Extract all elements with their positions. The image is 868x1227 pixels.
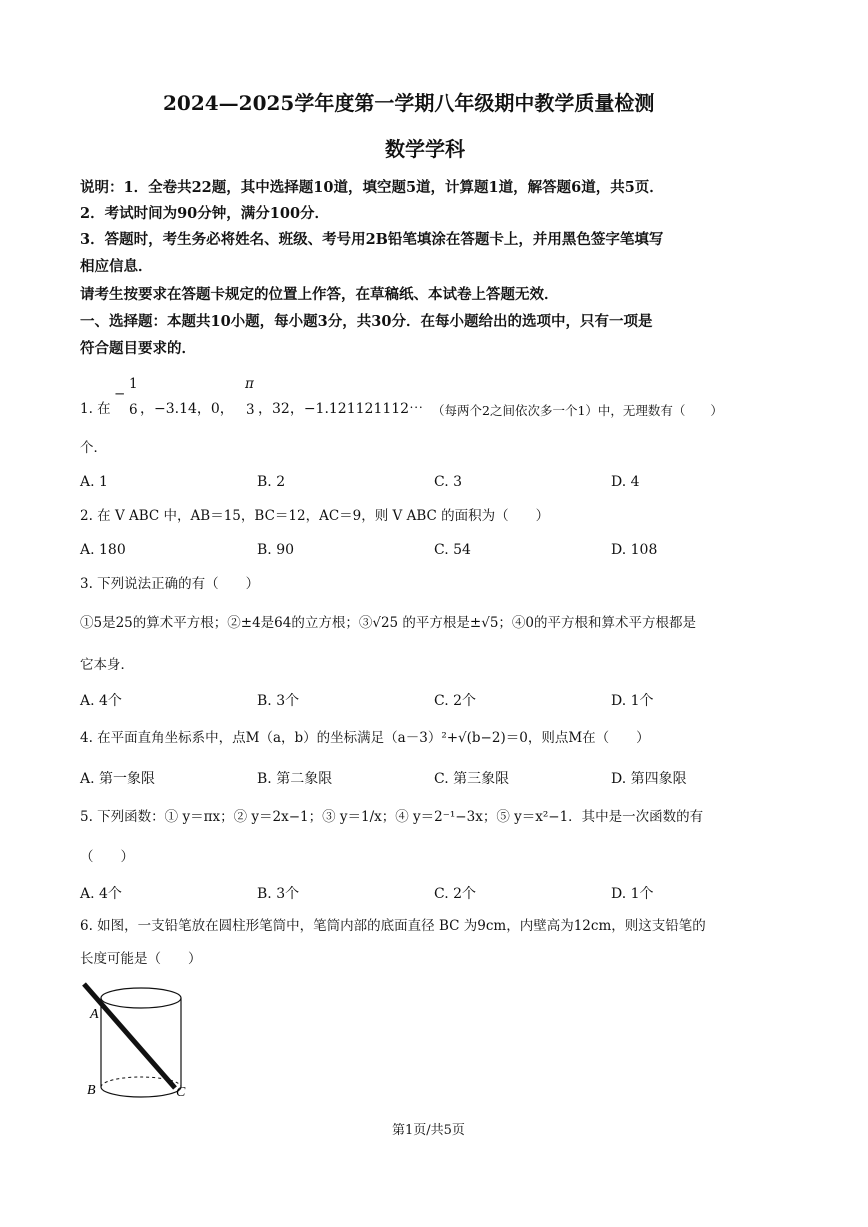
- q4-option-c[interactable]: C. 第三象限: [434, 771, 510, 787]
- q5-option-d[interactable]: D. 1个: [611, 886, 654, 902]
- q1-option-a[interactable]: A. 1: [80, 474, 108, 490]
- note-line-4: 相应信息．: [80, 258, 153, 275]
- question-5: 5. 下列函数：① y＝πx；② y＝2x−1；③ y＝1/x；④ y＝2⁻¹−3x；⑤ y＝x²−1．其中是一次函数的有: [80, 809, 704, 825]
- q3-statement-2: 它本身．: [80, 657, 134, 673]
- q4-option-a[interactable]: A. 第一象限: [80, 771, 156, 787]
- q5-option-c[interactable]: C. 2个: [434, 886, 477, 902]
- subject-title: 数学学科: [385, 137, 465, 161]
- cylinder-top-ellipse: [101, 988, 181, 1008]
- question-3: 3. 下列说法正确的有（ ）: [80, 576, 260, 592]
- q5-bracket: （ ）: [80, 849, 134, 865]
- q1-frac2-num: π: [245, 376, 254, 392]
- q1-lead: 1. 在: [80, 401, 111, 417]
- q1-option-c[interactable]: C. 3: [434, 474, 463, 490]
- note-line-3: 3．答题时，考生务必将姓名、班级、考号用2B铅笔填涂在答题卡上，并用黑色签字笔填写: [80, 231, 664, 248]
- q3-option-c[interactable]: C. 2个: [434, 693, 477, 709]
- q1-note: （每两个2之间依次多一个1）中，无理数有（ ）: [432, 403, 723, 418]
- q2-option-d[interactable]: D. 108: [611, 542, 658, 558]
- label-c: C: [176, 1085, 186, 1100]
- question-4: 4. 在平面直角坐标系中，点M（a，b）的坐标满足（a－3）²+√(b−2)＝0，则点M在（ ）: [80, 730, 650, 746]
- q5-option-b[interactable]: B. 3个: [257, 886, 300, 902]
- q3-option-b[interactable]: B. 3个: [257, 693, 300, 709]
- q1-frac1-den: 6: [129, 402, 138, 418]
- exam-page: 2024—2025学年度第一学期八年级期中教学质量检测 数学学科 说明：1．全卷共22题，其中选择题10道，填空题5道，计算题1道，解答题6道，共5页． 2．考试时间为90分钟，满分100分． 3．答题时，考生务必将姓名、班级、考号用2B铅笔填涂在答题卡上，并用黑色签字笔填写 相应信息． 请考生按要求在答题卡规定的位置上作答，在草稿纸、本试卷上答题无效． 一、选择题：本题共10小题，每小题3分，共30分．在每小题给出的选项中，只有一项是 符合题目要求的． 1. 在 − 1 6 ，−3.14，0， π 3 ，32，−1.121121112⋯ （每两个2之间依次多一个1）中，无理数有（ ） 个． A. 1 B. 2 C. 3 D. 4 2. 在 V ABC 中，AB＝15，BC＝12，AC＝9，则 V ABC 的面积为（ ） A. 180 B. 90 C. 54 D. 108 3. 下列说法正确的有（ ） ①5是25的算术平方根；②±4是64的立方根；③√25 的平方根是±√5；④0的平方根和算术平方根都是 它本身． A. 4个 B. 3个 C. 2个 D. 1个 4. 在平面直角坐标系中，点M（a，b）的坐标满足（a－3）²+√(b−2)＝0，则点M在（ ） A. 第一象限 B. 第二象限 C. 第三象限 D. 第四象限 5. 下列函数：① y＝πx；② y＝2x−1；③ y＝1/x；④ y＝2⁻¹−3x；⑤ y＝x²−1．其中是一次函数的有 （ ） A. 4个 B. 3个 C. 2个 D. 1个 6. 如图，一支铅笔放在圆柱形笔筒中，笔筒内部的底面直径 BC 为9cm，内壁高为12cm，则这支铅笔的 长度可能是（ ） A B C 第1页/共5页: [80, 91, 723, 1138]
- label-b: B: [87, 1083, 96, 1098]
- q2-option-c[interactable]: C. 54: [434, 542, 471, 558]
- q3-option-d[interactable]: D. 1个: [611, 693, 654, 709]
- q1-frac1-num: 1: [129, 376, 138, 392]
- page-footer: 第1页/共5页: [392, 1123, 465, 1138]
- q2-option-b[interactable]: B. 90: [257, 542, 295, 558]
- q1-option-b[interactable]: B. 2: [257, 474, 286, 490]
- note-line-1: 说明：1．全卷共22题，其中选择题10道，填空题5道，计算题1道，解答题6道，共5页．: [80, 179, 664, 196]
- label-a: A: [90, 1007, 99, 1022]
- question-2: 2. 在 V ABC 中，AB＝15，BC＝12，AC＝9，则 V ABC 的面积为（ ）: [80, 508, 550, 524]
- q1-frac2-den: 3: [246, 402, 255, 418]
- q3-option-a[interactable]: A. 4个: [80, 693, 122, 709]
- note-line-5: 请考生按要求在答题卡规定的位置上作答，在草稿纸、本试卷上答题无效．: [80, 286, 559, 303]
- q1-nums2: ，32，−1.121121112⋯: [258, 401, 424, 417]
- q2-option-a[interactable]: A. 180: [80, 542, 126, 558]
- q1-nums: ，−3.14，0，: [140, 401, 234, 417]
- q4-option-d[interactable]: D. 第四象限: [611, 771, 687, 787]
- q1-tail: 个．: [80, 440, 107, 456]
- note-line-2: 2．考试时间为90分钟，满分100分．: [80, 205, 330, 222]
- section-heading-2: 符合题目要求的．: [80, 340, 196, 357]
- section-heading-1: 一、选择题：本题共10小题，每小题3分，共30分．在每小题给出的选项中，只有一项是: [80, 313, 653, 330]
- q5-option-a[interactable]: A. 4个: [80, 886, 122, 902]
- page-title: 2024—2025学年度第一学期八年级期中教学质量检测: [163, 91, 655, 115]
- question-6-line-1: 6. 如图，一支铅笔放在圆柱形笔筒中，笔筒内部的底面直径 BC 为9cm，内壁高为12cm，则这支铅笔的: [80, 918, 706, 934]
- q4-option-b[interactable]: B. 第二象限: [257, 771, 333, 787]
- q1-option-d[interactable]: D. 4: [611, 474, 640, 490]
- cylinder-bottom-front: [101, 1087, 181, 1097]
- pencil: [84, 984, 175, 1088]
- q3-statement-1: ①5是25的算术平方根；②±4是64的立方根；③√25 的平方根是±√5；④0的平方根和算术平方根都是: [80, 615, 697, 631]
- question-6-line-2: 长度可能是（ ）: [80, 951, 202, 967]
- pencil-cylinder-figure: [80, 980, 200, 1105]
